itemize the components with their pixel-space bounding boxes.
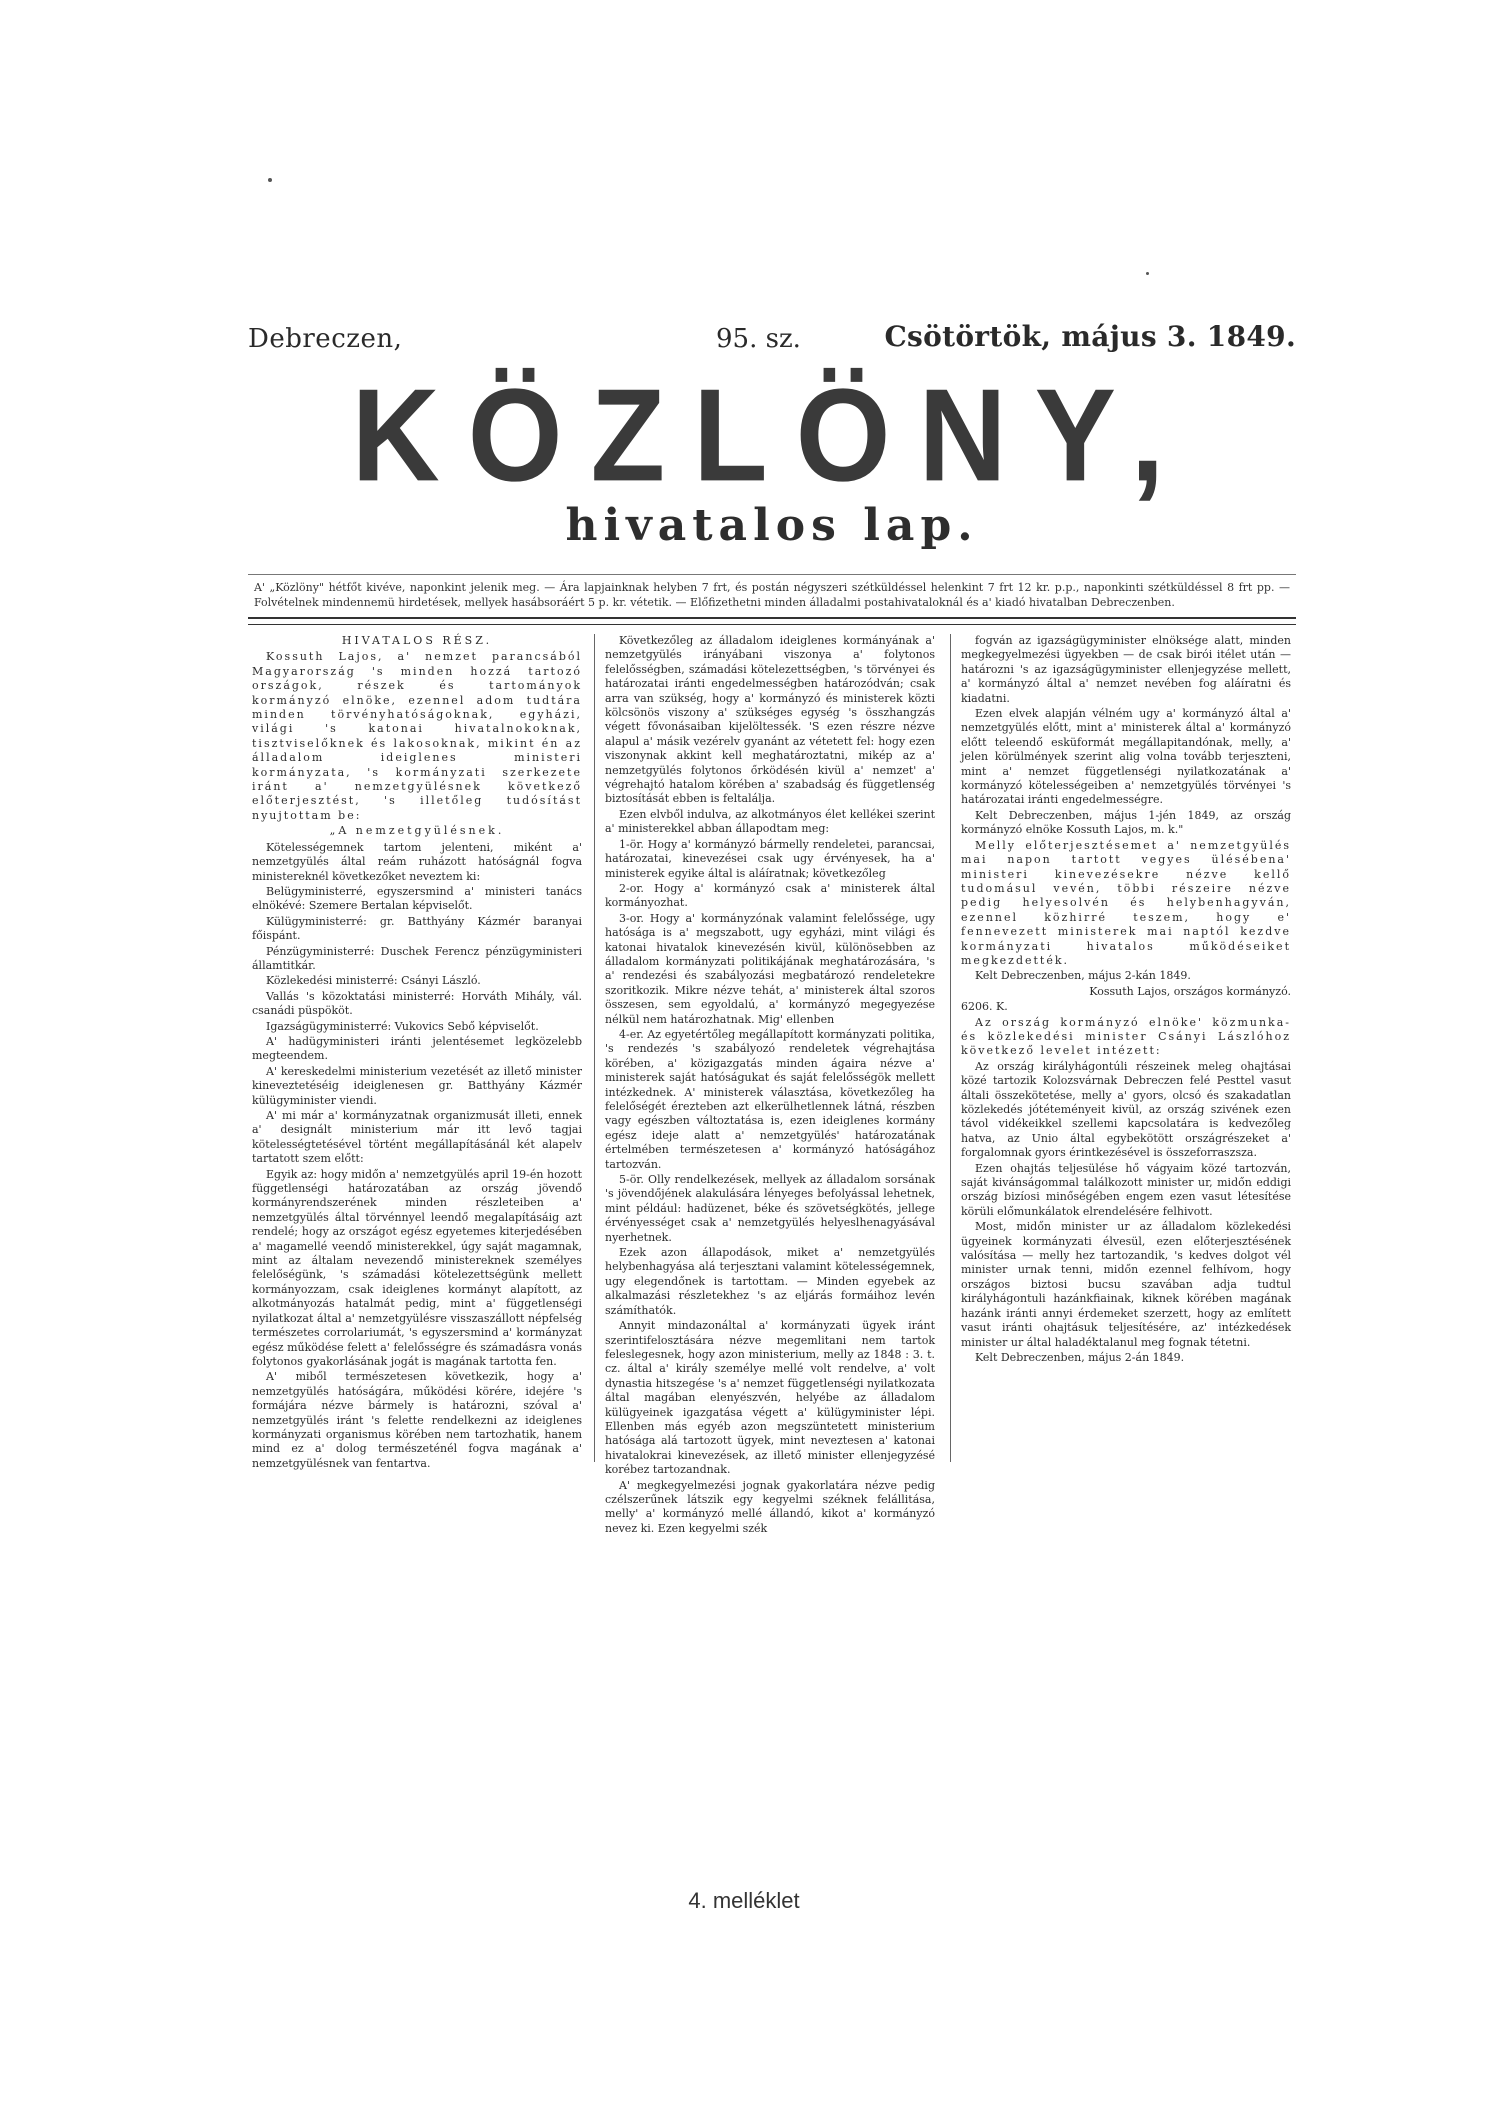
paragraph: A' miből természetesen következik, hogy a' nemzetgyülés hatóságára, működési körére, idejére 's formájára nézve bármely is határozni, szóval a' nemzetgyülés iránt 's felette rendelkezni az ideiglenes kormányzati organismus körében nem tartozhatik, hanem mind ez a' dolog természeténél fogva magának a' nemzetgyülésnek van fentartva. [252,1370,582,1470]
paragraph: A' megkegyelmezési jognak gyakorlatára nézve pedig czélszerűnek látszik egy kegyelmi széknek felállitása, melly' a' kormányzó mellé állandó, kikot a' kormányzó nevez ki. Ezen kegyelmi szék [605,1478,935,1535]
paragraph: Kötelességemnek tartom jelenteni, miként a' nemzetgyülés által reám ruházott hatóságnál fogva ministereknél következőket neveztem ki: [252,840,582,883]
paragraph: 2-or. Hogy a' kormányzó csak a' ministerek által kormányozhat. [605,881,935,910]
date-line: Kelt Debreczenben, május 2-án 1849. [975,1350,1185,1364]
paragraph: A' mi már a' kormányzatnak organizmusát illeti, ennek a' designált ministerium már itt levő tagjai kötelességtetésével történt megállapításánál két alapelv tartatott szem előtt: [252,1109,582,1166]
paragraph: Külügyministerré: gr. Batthyány Kázmér baranyai főispánt. [252,914,582,943]
reference-number: 6206. K. [961,1000,1008,1014]
paragraph: Ezen elvből indulva, az alkotmányos élet kellékei szerint a' ministerekkel abban állapodtam meg: [605,807,935,836]
paragraph: Egyik az: hogy midőn a' nemzetgyülés april 19-én hozott függetlenségi határozatában az ország jövendő kormányrendszerének minden részleteiben a' nemzetgyülés által törvénnyel leendő megalapításáig azt rendelé; hogy az országot egész egyetemes kiterjedésében a' magamellé veendő ministerekkel, úgy saját magamnak, mint az általam nevezendő ministereknek személyes felelőségünk, 's számadási kötelezettségünk mellett kormányozzam, csak ideiglenes kormányt alapított, az alkotmányozás hatalmát pedig, mint a' függetlenségi nyilatkozat által a' nemzetgyülésre visszaszállott népfelség természetes corrolariumát, 's egyszersmind a' kormányzat egész működése felett a' felelősségre és számadásra vonás folytonos gyakorlásának jogát is magának tartotta fen. [252,1167,582,1368]
sub-heading: „A nemzetgyülésnek. [329,824,505,838]
header-divider [248,574,1296,575]
paragraph: A' hadügyministeri iránti jelentésemet legközelebb megteendem. [252,1034,582,1063]
scan-speck [1146,272,1149,275]
masthead-line [248,312,1296,358]
place-of-publication: Debreczen, [248,324,403,354]
issue-date: Csötörtök, május 3. 1849. [884,320,1296,353]
newspaper-subtitle: hivatalos lap. [565,500,979,551]
issue-number: 95. sz. [716,324,801,354]
newspaper-page [248,312,1296,1535]
article-columns [248,634,1296,1535]
signature-line: Kossuth Lajos, országos kormányzó. [1089,984,1291,998]
column-2 [605,634,935,1535]
paragraph: 1-ör. Hogy a' kormányzó bármelly rendeletei, parancsai, határozatai, kinevezései csak ugy érvényesek, ha a' ministerek egyike által is aláíratnak; következőleg [605,837,935,880]
date-line: Kelt Debreczenben, május 2-kán 1849. [975,969,1191,983]
paragraph: Közlekedési ministerré: Csányi László. [266,974,481,988]
paragraph: Ezen elvek alapján vélném ugy a' kormányzó által a' nemzetgyülés előtt, mint a' ministerek által a' kormányzó előtt teleendő esküformát megállapitandónak, melly, a' jelen körülmények szerint alig volna tovább terjeszteni, mint a' nemzet függetlenségi nyilatkozatának a' kormányzó kötelességeiben a' nemzetgyülés törvényei 's határozatai iránti engedelmességre. [961,707,1291,807]
paragraph: Pénzügyministerré: Duschek Ferencz pénzügyministeri államtitkár. [252,944,582,972]
paragraph: 3-or. Hogy a' kormányzónak valamint felelőssége, ugy hatósága is a' megszabott, ugy egyházi, mint világi és katonai hivatalok kinevezésén kivül, különösebben az álladalom kormányzati politikájának meghatározására, 's a' rendezési és szabályozási megbatározó rendeletekre szoritkozik. Mikre nézve tehát, a' ministerek által szoros összesen, sem egyoldalú, a' kormányzó megegyezése nélkül nem határozhatnak. Mig' ellenben [605,911,935,1026]
subscription-notice: A' „Közlöny" hétfőt kivéve, naponkint jelenik meg. — Ára lapjainknak helyben 7 frt, és postán négyszeri szétküldéssel helenkint 7 frt 12 kr. p.p., naponkinti szétküldéssel 8 frt pp. — Folvételnek mindennemü hirdetések, mellyek hasábsoráért 5 p. kr. vétetik. — Előfizethetni minden álladalmi postahivataloknál és a' kiadó hivatalban Debreczenben. [254,581,1290,609]
paragraph: Kossuth Lajos, a' nemzet parancsából Magyarország 's minden hozzá tartozó országok, részek és tartományok kormányzó elnöke, ezennel adom tudtára minden törvényhatóságoknak, egyházi, világi 's katonai hivatalnokoknak, tisztviselőknek és lakosoknak, mikint én az álladalom ideiglenes ministeri kormányzata, 's kormányzati szerkezete iránt a' nemzetgyülésnek következő előterjesztést, 's illetőleg tudósítást nyujtottam be: [252,650,582,822]
column-divider [594,634,595,1462]
paragraph: Vallás 's közoktatási ministerré: Horváth Mihály, vál. csanádi püspököt. [252,989,582,1018]
scan-speck [268,178,272,182]
paragraph: Belügyministerré, egyszersmind a' ministeri tanács elnökévé: Szemere Bertalan képviselőt. [252,884,582,913]
paragraph: 5-ör. Olly rendelkezések, mellyek az álladalom sorsának 's jövendőjének alakulására lényeges befolyással lehetnek, mint például: hadüzenet, béke és szövetségkötés, jellege érvényességet csak a' nemzetgyülés helyeslhenagyásával nyerhetnek. [605,1173,935,1244]
double-rule [248,617,1296,625]
paragraph: Igazságügyministerré: Vukovics Sebő képviselőt. [266,1019,539,1033]
paragraph: Az ország kormányzó elnöke' közmunka- és közlekedési minister Csányi Lászlóhoz következő levelet intézett: [961,1015,1291,1058]
paragraph: Ezek azon állapodások, miket a' nemzetgyülés helybenhagyása alá terjesztani valamint kötelességemnek, ugy elegendőnek is tartottam. — Minden egyebek az alkalmazási részletekhez 's az eljárás formáihoz levén számíthatók. [605,1246,935,1317]
paragraph: Most, midőn minister ur az álladalom közlekedési ügyeinek kormányzati élvesül, ezen előterjesztésének valósítása — melly hez tartozandik, 's kedves dolgot vél minister urnak tenni, midőn ezennel felhívom, hogy országos biztosi bucsu szavában adja tudtul királyhágontuli hazánkfiainak, kiknek körében magának hazánk iránti annyi érdemeket szerzett, hogy az említett vasut iránti ohajtásuk teljesítésére, az' intézkedések minister ur által haladéktalanul meg fognak tétetni. [961,1220,1291,1349]
appendix-label: 4. melléklet [688,1888,800,1913]
section-heading: HIVATALOS RÉSZ. [341,634,493,647]
paragraph: Kelt Debreczenben, május 1-jén 1849, az ország kormányzó elnöke Kossuth Lajos, m. k." [961,808,1291,837]
paragraph: Melly előterjesztésemet a' nemzetgyülés mai napon tartott vegyes ülésébena' ministeri kinevezésekre nézve kellő tudomásul vevén, többi részeire nézve pedig helyesolvén és helybenhagyván, ezennel közhirré teszem, hogy e' fennevezett ministerek mai naptól kezdve kormányzati hivatalos működéseiket megkezdették. [961,838,1291,967]
paragraph: Az ország királyhágontúli részeinek meleg ohajtásai közé tartozik Kolozsvárnak Debreczen felé Pesttel vasut általi összekötetése, melly a' gyors, olcsó és szakadatlan közlekedés jótéteményeit kivül, az ország szivének ezen távol vidékeikkel szellemi kapcsolatára is kedvezőleg hatva, az Unio által egybekötött országrészeket a' forgalomnak gyors érintkezésével is összeforraszsza. [961,1059,1291,1160]
paragraph: A' kereskedelmi ministerium vezetését az illető minister kineveztetéséig ideiglenesen gr. Batthyány Kázmér külügyminister viendi. [252,1064,582,1107]
paragraph: 4-er. Az egyetértőleg megállapított kormányzati politika, 's rendezés 's szabályozó rendeletek végrehajtása körében, a' közigazgatás minden ágaira nézve a' ministerek saját hatóságukat és saját felelősségök mellett intézkednek. A' ministerek választása, következőleg ha felelőségét érezteben azt elkerülhetlennek látná, részben vagy egészben változtatása is, ezen ideiglenes kormány egész ideje alatt a' nemzetgyülés' határozatának értelmében természetesen a' kormányzó hatóságához tartozván. [605,1027,935,1171]
paragraph: fogván az igazságügyminister elnöksége alatt, minden megkegyelmezési ügyekben — de csak birói itélet után — határozni 's az igazságügyminister ellenjegyzése mellett, a' kormányzó által a' nemzet nevében fog aláíratni és kiadatni. [961,634,1291,705]
paragraph: Annyit mindazonáltal a' kormányzati ügyek iránt szerintifelosztására nézve megemlitani nem tartok feleslegesnek, hogy azon ministerium, melly az 1848 : 3. t. cz. által a' király személye mellé volt rendelve, a' volt dynastia hitszegése 's a' nemzet függetlenségi nyilatkozata által magában elenyészvén, helyébe az álladalom külügyeinek igazgatása végett a' külügyminister lépi. Ellenben más egyéb azon megszüntetett ministerium hatósága alá tartozott ügyek, mint neveztesen a' katonai hivatalokrai kinevezések, az illető minister ellenjegyzésé korébez tartozandnak. [605,1319,935,1477]
paragraph: Ezen ohajtás teljesülése hő vágyaim közé tartozván, saját kivánságommal találkozott minister ur, midőn eddigi ország bizíosi minőségében engem ezen vasut létesítése körüli előmunkálatok elrendelésére felhivott. [961,1161,1291,1218]
column-1 [252,634,582,1502]
newspaper-title: KÖZLÖNY, [351,361,1193,509]
column-divider [950,634,951,1462]
paragraph: Következőleg az álladalom ideiglenes kormányának a' nemzetgyülés irányábani viszonya a' folytonos felelősségben, számadási kötelezettségben, 's törvényei és határozatai iránti engedelmességben határozódván; csak arra van szükség, hogy a' kormányzó és ministerek közti kölcsönös viszony a' szükséges egység 's összhangzás végett fővonásaiban kijelöltessék. 'S ezen részre nézve alapul a' másik vezérelv gyanánt az vétetett fel: hogy ezen viszonynak akkint kell meghatároztatni, mikép az a' nemzetgyülés folytonos őrködésén kivül a' nemzet' a' végrehajtó hatalom körében a' szabadság és függetlenség biztosítását ebben is feltalálja. [605,634,935,806]
column-3 [961,634,1291,1502]
